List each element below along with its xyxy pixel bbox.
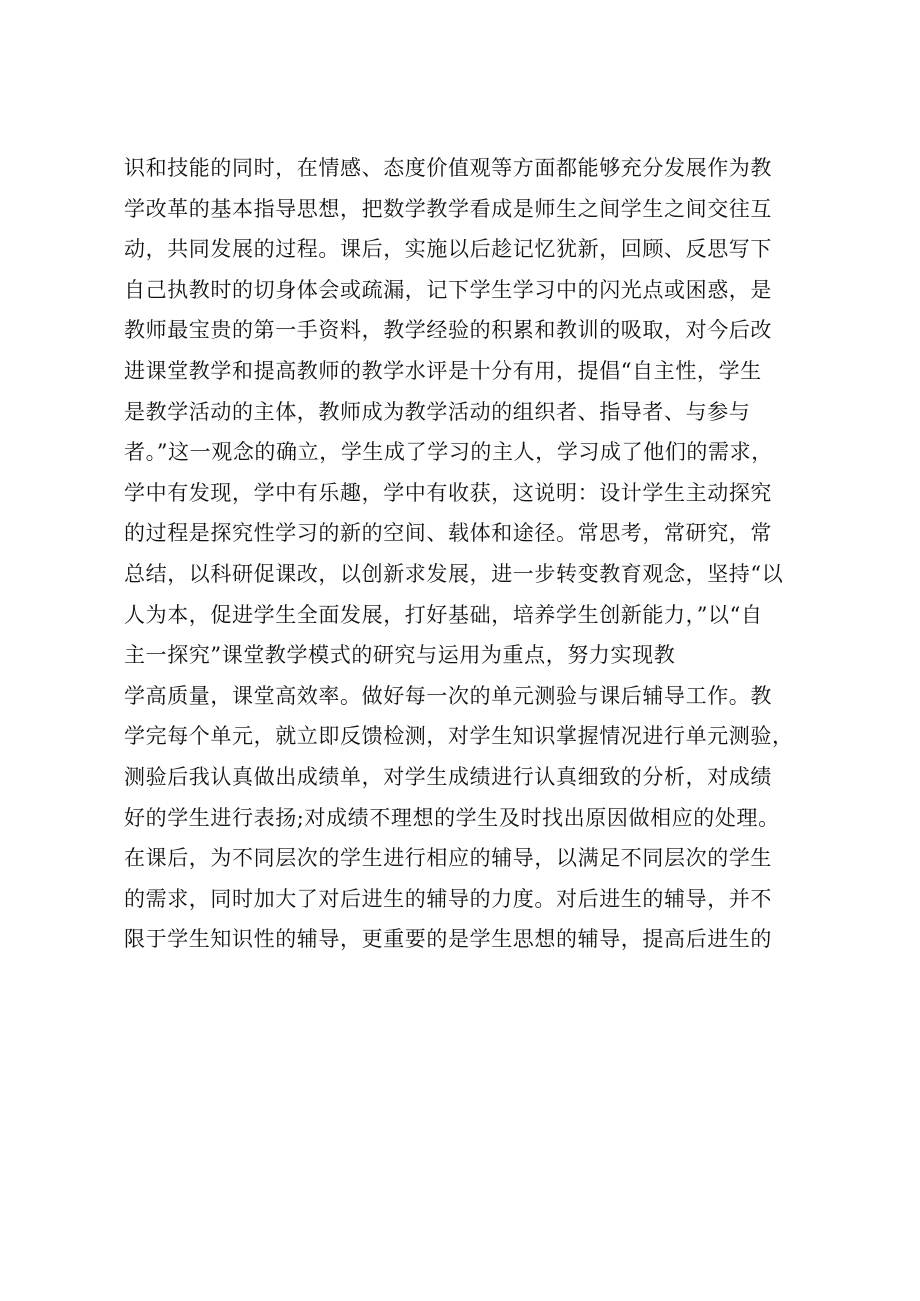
text-line-19: 的需求，同时加大了对后进生的辅导的力度。对后进生的辅导，并不 — [124, 886, 772, 911]
text-line-15: 学完每个单元，就立即反馈检测，对学生知识掌握情况进行单元测验， — [124, 724, 794, 749]
text-line-17: 好的学生进行表扬;对成绩不理想的学生及时找出原因做相应的处理。 — [124, 805, 780, 830]
text-line-18: 在课后，为不同层次的学生进行相应的辅导，以满足不同层次的学生 — [124, 846, 772, 871]
body-text — [124, 148, 824, 960]
text-line-1: 识和技能的同时，在情感、态度价值观等方面都能够充分发展作为教 — [124, 156, 772, 180]
text-line-9: 学中有发现，学中有乐趣，学中有收获，这说明：设计学生主动探究 — [124, 480, 772, 505]
text-line-13: 主一探究”课堂教学模式的研究与运用为重点，努力实现教 — [124, 643, 676, 668]
text-line-20: 限于学生知识性的辅导，更重要的是学生思想的辅导，提高后进生的 — [124, 927, 772, 952]
text-line-6: 进课堂教学和提高教师的教学水评是十分有用，提倡“自主性，学生 — [124, 358, 762, 383]
text-line-14: 学高质量，课堂高效率。做好每一次的单元测验与课后辅导工作。教 — [124, 683, 772, 708]
text-line-10: 的过程是探究性学习的新的空间、载体和途径。常思考，常研究，常 — [124, 521, 772, 546]
text-line-3: 动，共同发展的过程。课后，实施以后趁记忆犹新，回顾、反思写下 — [124, 237, 772, 262]
text-line-2: 学改革的基本指导思想，把数学教学看成是师生之间学生之间交往互 — [124, 196, 772, 221]
text-line-4: 自己执教时的切身体会或疏漏，记下学生学习中的闪光点或困惑，是 — [124, 277, 772, 302]
text-line-5: 教师最宝贵的第一手资料，教学经验的积累和教训的吸取，对今后改 — [124, 318, 772, 343]
text-line-8: 者。”这一观念的确立，学生成了学习的主人，学习成了他们的需求， — [124, 440, 773, 465]
text-line-16: 测验后我认真做出成绩单，对学生成绩进行认真细致的分析，对成绩 — [124, 764, 772, 789]
text-line-11: 总结，以科研促课改，以创新求发展，进一步转变教育观念，坚持“以 — [124, 561, 784, 586]
text-line-7: 是教学活动的主体，教师成为教学活动的组织者、指导者、与参与 — [124, 399, 751, 424]
text-line-12: 人为本，促进学生全面发展，打好基础，培养学生创新能力，”以“自 — [124, 602, 763, 627]
